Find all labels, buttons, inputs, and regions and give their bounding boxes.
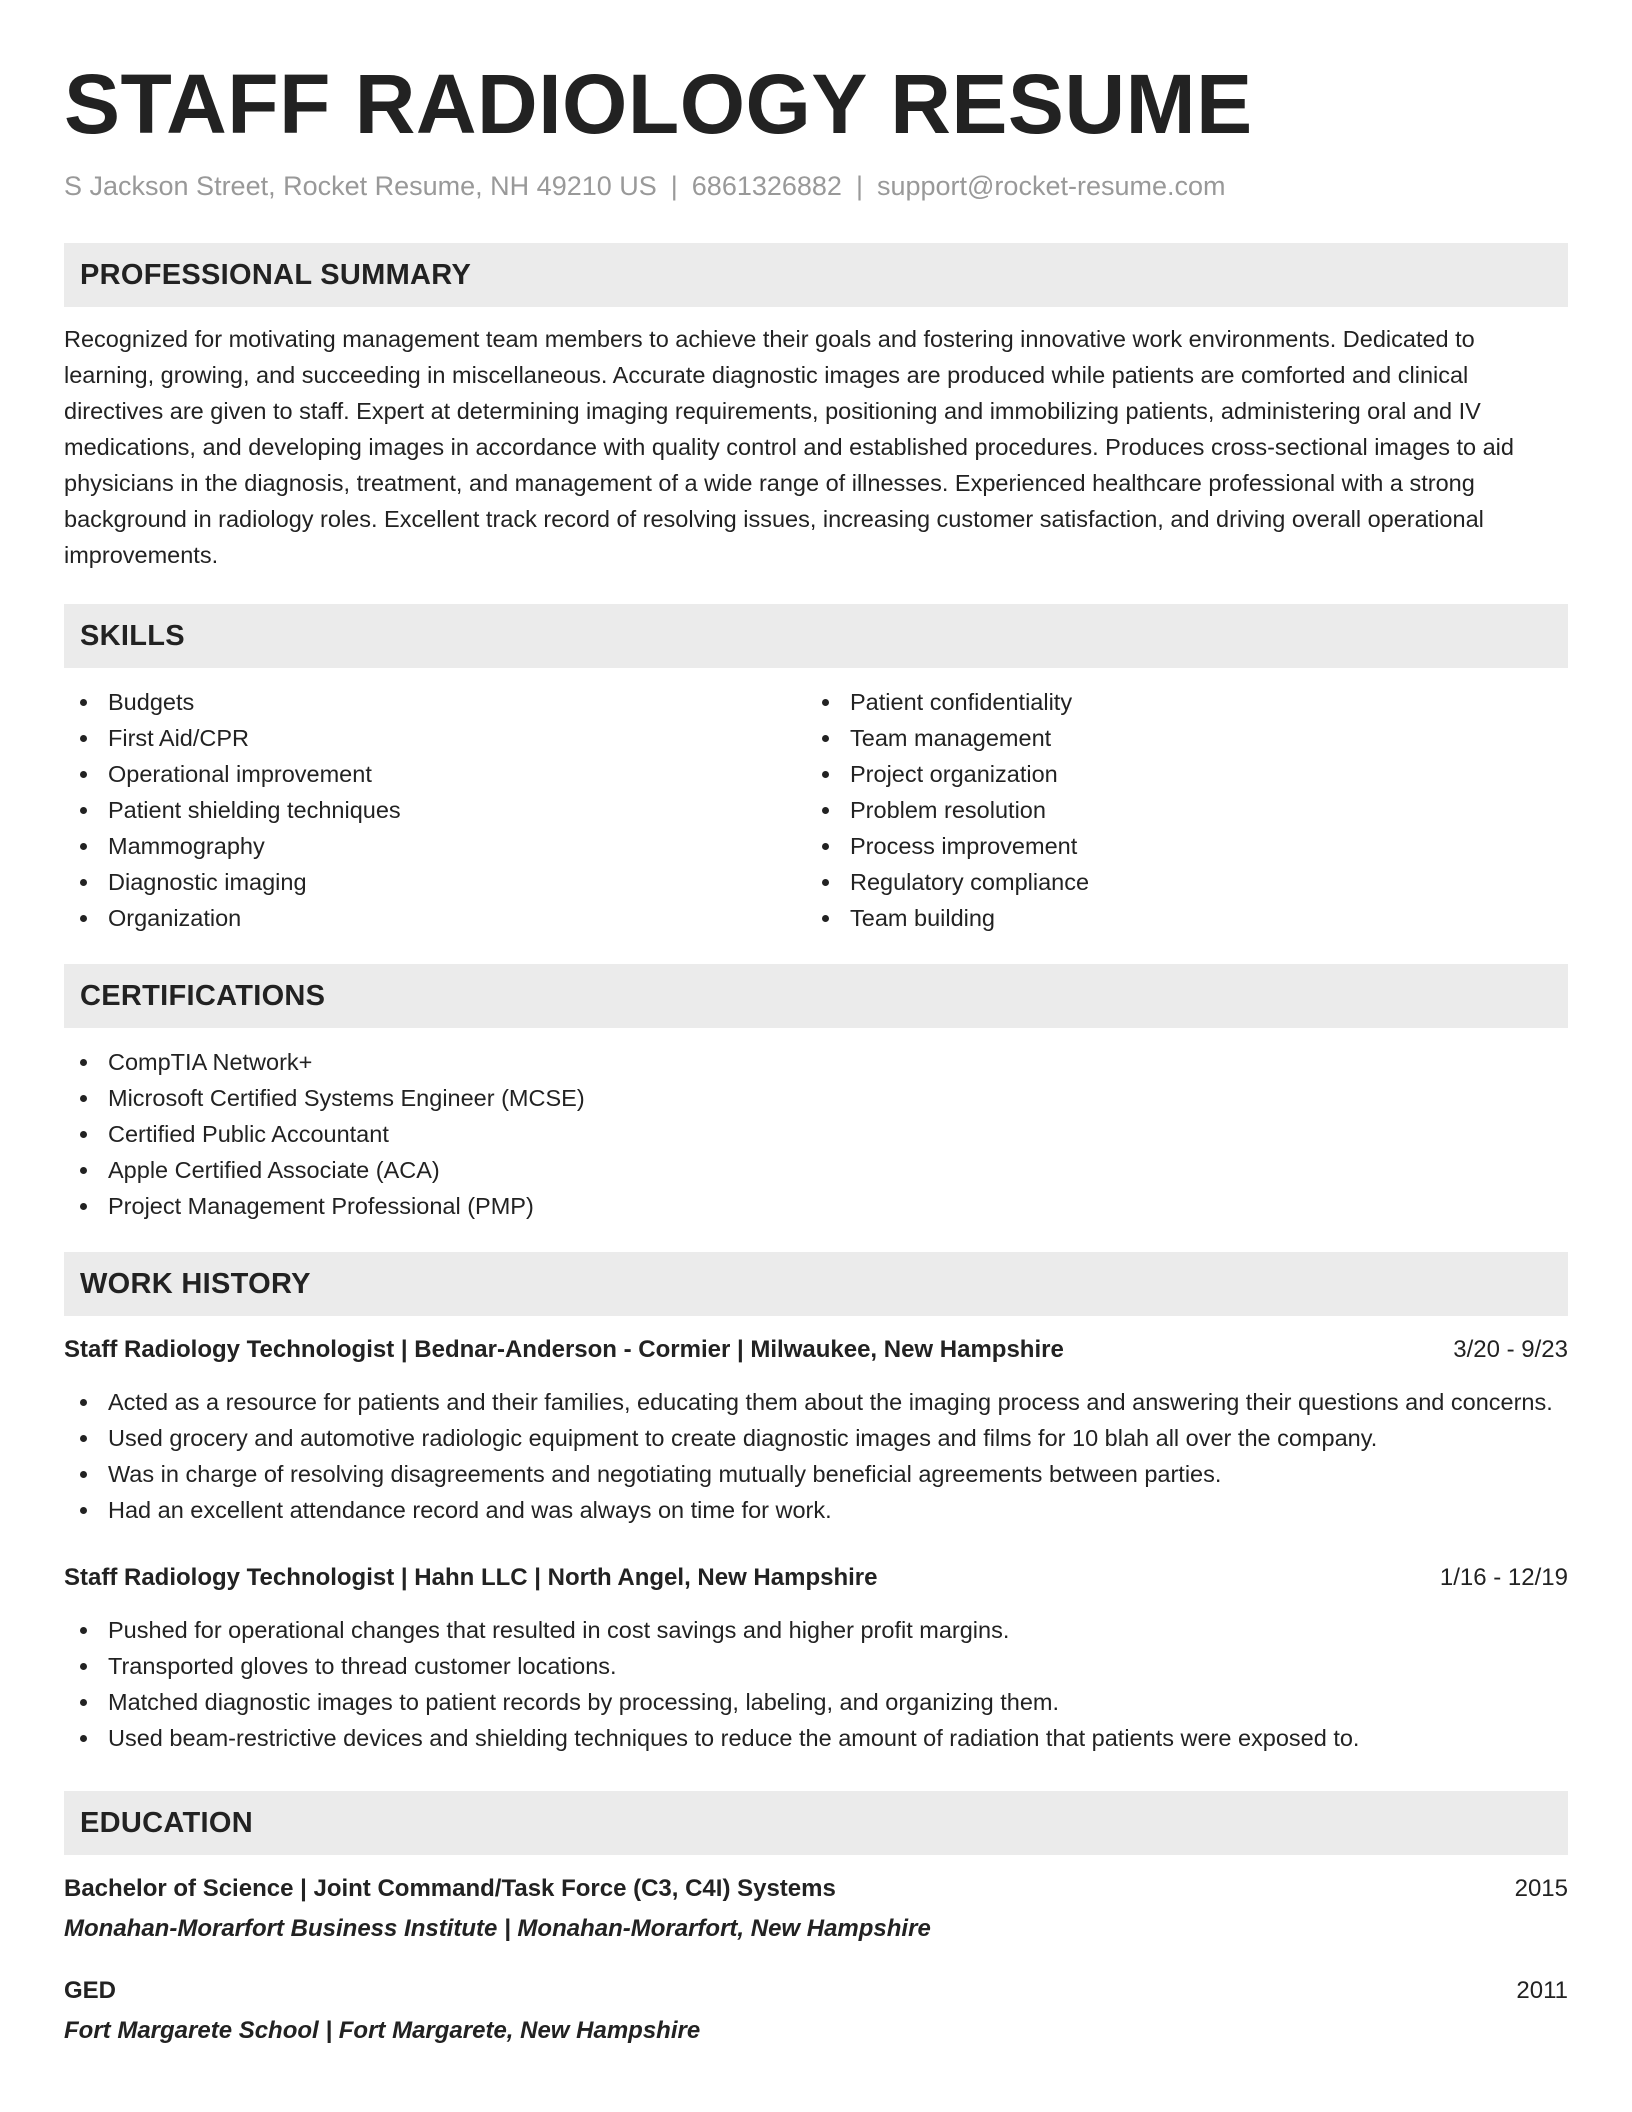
education-section (64, 1791, 1568, 2049)
skill-item: Patient shielding techniques (64, 792, 806, 828)
skill-item: Team management (806, 720, 1548, 756)
skill-item: Budgets (64, 684, 806, 720)
education-degree: GED (64, 1977, 117, 2004)
education-school: Monahan-Morarfort Business Institute | Monahan-Morarfort, New Hampshire (64, 1915, 931, 1942)
skills-column-right (806, 684, 1548, 936)
resume-title: STAFF RADIOLOGY RESUME (64, 57, 1253, 151)
job-entry (64, 1560, 1568, 1756)
job-bullet: Acted as a resource for patients and their families, educating them about the imaging process and answering their questions and concerns. (64, 1384, 1568, 1420)
job-dates: 3/20 - 9/23 (1453, 1336, 1568, 1363)
certification-item: Microsoft Certified Systems Engineer (MCSE) (64, 1080, 1568, 1116)
contact-separator: | (670, 171, 678, 201)
education-year: 2011 (1516, 1977, 1568, 2004)
skill-item: Diagnostic imaging (64, 864, 806, 900)
job-heading-row (64, 1332, 1568, 1368)
skills-header: SKILLS (64, 604, 1568, 668)
summary-header: PROFESSIONAL SUMMARY (64, 243, 1568, 307)
work-history-section (64, 1252, 1568, 1756)
job-bullet: Pushed for operational changes that resulted in cost savings and higher profit margins. (64, 1612, 1568, 1648)
work-history-header: WORK HISTORY (64, 1252, 1568, 1316)
skill-item: Problem resolution (806, 792, 1548, 828)
contact-phone: 6861326882 (691, 171, 842, 201)
job-title: Staff Radiology Technologist | Bednar-Anderson - Cormier | Milwaukee, New Hampshire (64, 1336, 1064, 1363)
job-bullet-list (64, 1384, 1568, 1528)
certification-item: Certified Public Accountant (64, 1116, 1568, 1152)
education-school: Fort Margarete School | Fort Margarete, New Hampshire (64, 2017, 701, 2044)
skill-item: Patient confidentiality (806, 684, 1548, 720)
skill-item: Process improvement (806, 828, 1548, 864)
skill-item: Team building (806, 900, 1548, 936)
job-title: Staff Radiology Technologist | Hahn LLC | North Angel, New Hampshire (64, 1564, 878, 1591)
resume-page (64, 56, 1568, 2049)
skills-grid (64, 684, 1568, 936)
skill-item: Mammography (64, 828, 806, 864)
job-bullet: Matched diagnostic images to patient records by processing, labeling, and organizing them. (64, 1684, 1568, 1720)
certifications-header: CERTIFICATIONS (64, 964, 1568, 1028)
skill-item: Organization (64, 900, 806, 936)
education-header: EDUCATION (64, 1791, 1568, 1855)
certification-item: CompTIA Network+ (64, 1044, 1568, 1080)
education-year: 2015 (1514, 1875, 1568, 1902)
skill-item: Regulatory compliance (806, 864, 1548, 900)
job-bullet: Was in charge of resolving disagreements and negotiating mutually beneficial agreements between parties. (64, 1456, 1568, 1492)
education-heading-row (64, 1871, 1568, 1907)
job-entry (64, 1332, 1568, 1528)
certifications-section (64, 964, 1568, 1224)
contact-separator: | (855, 171, 863, 201)
certification-item: Project Management Professional (PMP) (64, 1188, 1568, 1224)
education-entry (64, 1871, 1568, 1947)
job-heading-row (64, 1560, 1568, 1596)
skills-column-left (64, 684, 806, 936)
certification-item: Apple Certified Associate (ACA) (64, 1152, 1568, 1188)
education-heading-row (64, 1973, 1568, 2009)
skill-item: Operational improvement (64, 756, 806, 792)
summary-section (64, 243, 1568, 573)
contact-address: S Jackson Street, Rocket Resume, NH 49210 US (64, 171, 657, 201)
job-bullet: Used grocery and automotive radiologic equipment to create diagnostic images and films for 10 blah all over the company. (64, 1420, 1568, 1456)
education-entry (64, 1973, 1568, 2049)
job-bullet: Used beam-restrictive devices and shielding techniques to reduce the amount of radiation that patients were exposed to. (64, 1720, 1568, 1756)
skills-section (64, 604, 1568, 936)
education-degree: Bachelor of Science | Joint Command/Task Force (C3, C4I) Systems (64, 1875, 836, 1902)
skill-item: First Aid/CPR (64, 720, 806, 756)
job-bullet: Transported gloves to thread customer locations. (64, 1648, 1568, 1684)
job-dates: 1/16 - 12/19 (1439, 1564, 1568, 1591)
skill-item: Project organization (806, 756, 1548, 792)
job-bullet-list (64, 1612, 1568, 1756)
summary-text: Recognized for motivating management team members to achieve their goals and fostering innovative work environments. Dedicated to learning, growing, and succeeding in miscellaneous. Accurate diagnostic images are produced while patients are comforted and clinical directives are given to staff. Expert at determining imaging requirements, positioning and immobilizing patients, administering oral and IV medications, and developing images in accordance with quality control and established procedures. Produces cross-sectional images to aid physicians in the diagnosis, treatment, and management of a wide range of illnesses. Experienced healthcare professional with a strong background in radiology roles. Excellent track record of resolving issues, increasing customer satisfaction, and driving overall operational improvements. (64, 326, 1514, 568)
contact-line (64, 168, 1568, 204)
job-bullet: Had an excellent attendance record and was always on time for work. (64, 1492, 1568, 1528)
certifications-list (64, 1044, 1568, 1224)
contact-email[interactable]: support@rocket-resume.com (876, 171, 1226, 201)
